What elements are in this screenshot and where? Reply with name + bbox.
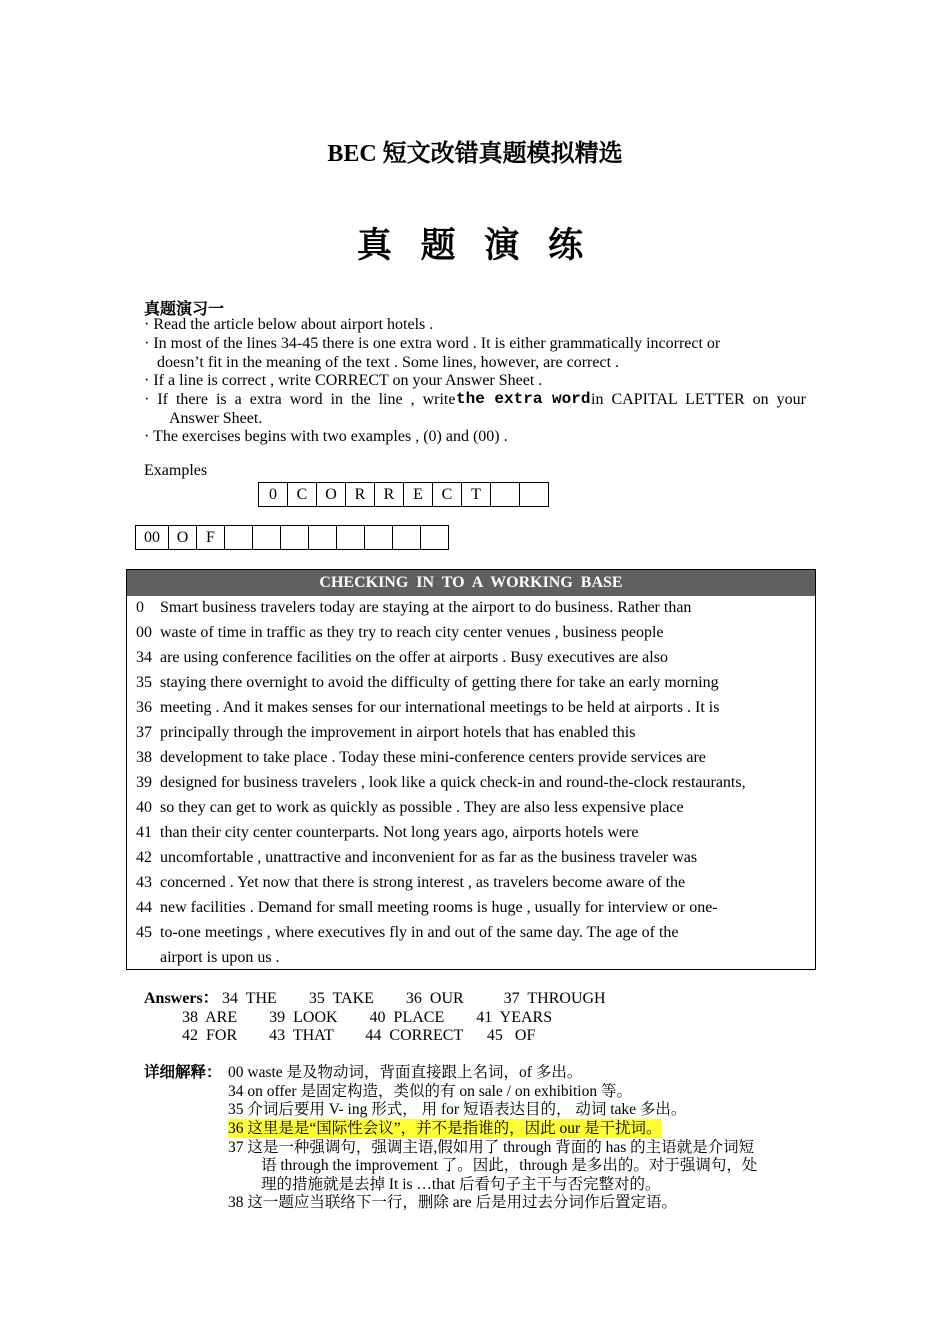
article-line — [136, 923, 679, 943]
line-number: 00 — [136, 624, 152, 641]
answers-row: 38 ARE 39 LOOK 40 PLACE 41 YEARS — [182, 1009, 553, 1026]
article-line — [136, 948, 280, 968]
grid-cell: R — [346, 483, 375, 507]
line-text: concerned . Yet now that there is strong interest , as travelers become aware of the — [160, 874, 686, 891]
line-text: meeting . And it makes senses for our international meetings to be held at airports . It is — [160, 699, 720, 716]
grid-cell: 0 — [259, 483, 288, 507]
grid-cell: T — [462, 483, 491, 507]
line-number: 45 — [136, 924, 152, 941]
line-text: development to take place . Today these mini-conference centers provide services are — [160, 749, 706, 766]
instruction-line: doesn’t fit in the meaning of the text . Some lines, however, are correct . — [157, 354, 620, 371]
line-number: 0 — [136, 599, 144, 616]
explanation-line: 37 这是一种强调句，强调主语,假如用了 through 背面的 has 的主语就是介词短 — [228, 1139, 755, 1156]
explanation-line: 35 介词后要用 V- ing 形式， 用 for 短语表达目的， 动词 take 多出。 — [228, 1101, 687, 1118]
line-text: to-one meetings , where executives fly in and out of the same day. The age of the — [160, 924, 679, 941]
article-line — [136, 723, 635, 743]
explanation-line: 语 through the improvement 了。因此，through 是多出的。对于强调句，处 — [261, 1157, 758, 1174]
instruction-text: · If there is a extra word in the line , write — [144, 391, 456, 408]
grid-cell — [520, 483, 549, 507]
grid-cell: C — [433, 483, 462, 507]
line-text: staying there overnight to avoid the difficulty of getting there for take an early morning — [160, 674, 719, 691]
grid-cell — [421, 526, 449, 550]
grid-cell — [309, 526, 337, 550]
grid-cell — [337, 526, 365, 550]
line-number: 40 — [136, 799, 152, 816]
article-line — [136, 623, 664, 643]
grid-cell — [365, 526, 393, 550]
line-text: new facilities . Demand for small meeting rooms is huge , usually for interview or one- — [160, 899, 718, 916]
explanation-line-highlighted: 36 这里是是“国际性会议”，并不是指谁的，因此 our 是干扰词。 — [228, 1120, 662, 1137]
article-line — [136, 798, 684, 818]
answers-row: 34 THE 35 TAKE 36 OUR 37 THROUGH — [222, 990, 606, 1007]
grid-cell — [225, 526, 253, 550]
explanations-label: 详细解释： — [144, 1064, 222, 1081]
instruction-text: in CAPITAL LETTER on your — [591, 391, 806, 408]
answers-label: Answers： — [144, 990, 219, 1007]
article-line — [136, 848, 697, 868]
line-number: 39 — [136, 774, 152, 791]
article-line — [136, 748, 706, 768]
line-text: principally through the improvement in airport hotels that has enabled this — [160, 724, 636, 741]
grid-cell: 00 — [136, 526, 169, 550]
instruction-line: · The exercises begins with two examples , (0) and (00) . — [144, 428, 508, 445]
line-number: 38 — [136, 749, 152, 766]
article-line — [136, 673, 719, 693]
line-number: 34 — [136, 649, 152, 666]
line-number: 36 — [136, 699, 152, 716]
article-heading: CHECKING IN TO A WORKING BASE — [127, 570, 815, 596]
explanation-line: 38 这一题应当联络下一行，删除 are 后是用过去分词作后置定语。 — [228, 1194, 678, 1211]
line-number: 37 — [136, 724, 152, 741]
instruction-line: · If a line is correct , write CORRECT on your Answer Sheet . — [144, 372, 543, 389]
grid-cell: F — [197, 526, 225, 550]
instruction-line: · Read the article below about airport hotels . — [144, 316, 434, 333]
exercise-heading: 真题演习一 — [144, 301, 225, 318]
grid-cell: R — [375, 483, 404, 507]
article-line — [136, 898, 718, 918]
explanation-line: 00 waste 是及物动词，背面直接跟上名词，of 多出。 — [228, 1064, 583, 1081]
examples-label: Examples — [144, 462, 208, 479]
line-text: uncomfortable , unattractive and inconvenient for as far as the business traveler was — [160, 849, 698, 866]
grid-cell: O — [169, 526, 197, 550]
section-title: 真 题 演 练 — [356, 226, 594, 265]
line-text: Smart business travelers today are staying at the airport to do business. Rather than — [160, 599, 692, 616]
explanation-line: 34 on offer 是固定构造，类似的有 on sale / on exhibition 等。 — [228, 1083, 632, 1100]
article-box — [126, 569, 816, 970]
article-line — [136, 648, 668, 668]
line-text: waste of time in traffic as they try to reach city center venues , business people — [160, 624, 664, 641]
article-line — [136, 773, 746, 793]
article-line — [136, 598, 691, 618]
document-title: BEC 短文改错真题模拟精选 — [327, 141, 623, 167]
explanation-line: 理的措施就是去掉 It is …that 后看句子主干与否完整对的。 — [261, 1176, 661, 1193]
grid-cell — [491, 483, 520, 507]
line-text: airport is upon us . — [160, 949, 280, 966]
article-line — [136, 873, 685, 893]
line-number: 41 — [136, 824, 152, 841]
answers-row: 42 FOR 43 THAT 44 CORRECT 45 OF — [182, 1027, 536, 1044]
grid-cell: C — [288, 483, 317, 507]
line-number: 42 — [136, 849, 152, 866]
article-line — [136, 823, 639, 843]
instruction-line: · In most of the lines 34-45 there is one extra word . It is either grammatically incorrect or — [144, 335, 721, 352]
grid-cell — [393, 526, 421, 550]
line-number: 44 — [136, 899, 152, 916]
grid-cell: O — [317, 483, 346, 507]
grid-cell: E — [404, 483, 433, 507]
instruction-line — [144, 390, 806, 409]
grid-cell — [253, 526, 281, 550]
grid-cell — [281, 526, 309, 550]
line-text: are using conference facilities on the offer at airports . Busy executives are also — [160, 649, 668, 666]
example-00-grid — [135, 525, 449, 550]
line-text: so they can get to work as quickly as possible . They are also less expensive place — [160, 799, 684, 816]
line-number: 43 — [136, 874, 152, 891]
emphasis-text: the extra word — [456, 390, 591, 408]
line-text: designed for business travelers , look like a quick check-in and round-the-clock restaurants, — [160, 774, 746, 791]
line-text: than their city center counterparts. Not long years ago, airports hotels were — [160, 824, 639, 841]
line-number: 35 — [136, 674, 152, 691]
example-0-grid — [258, 482, 549, 507]
instruction-line: Answer Sheet. — [169, 410, 263, 427]
article-line — [136, 698, 719, 718]
